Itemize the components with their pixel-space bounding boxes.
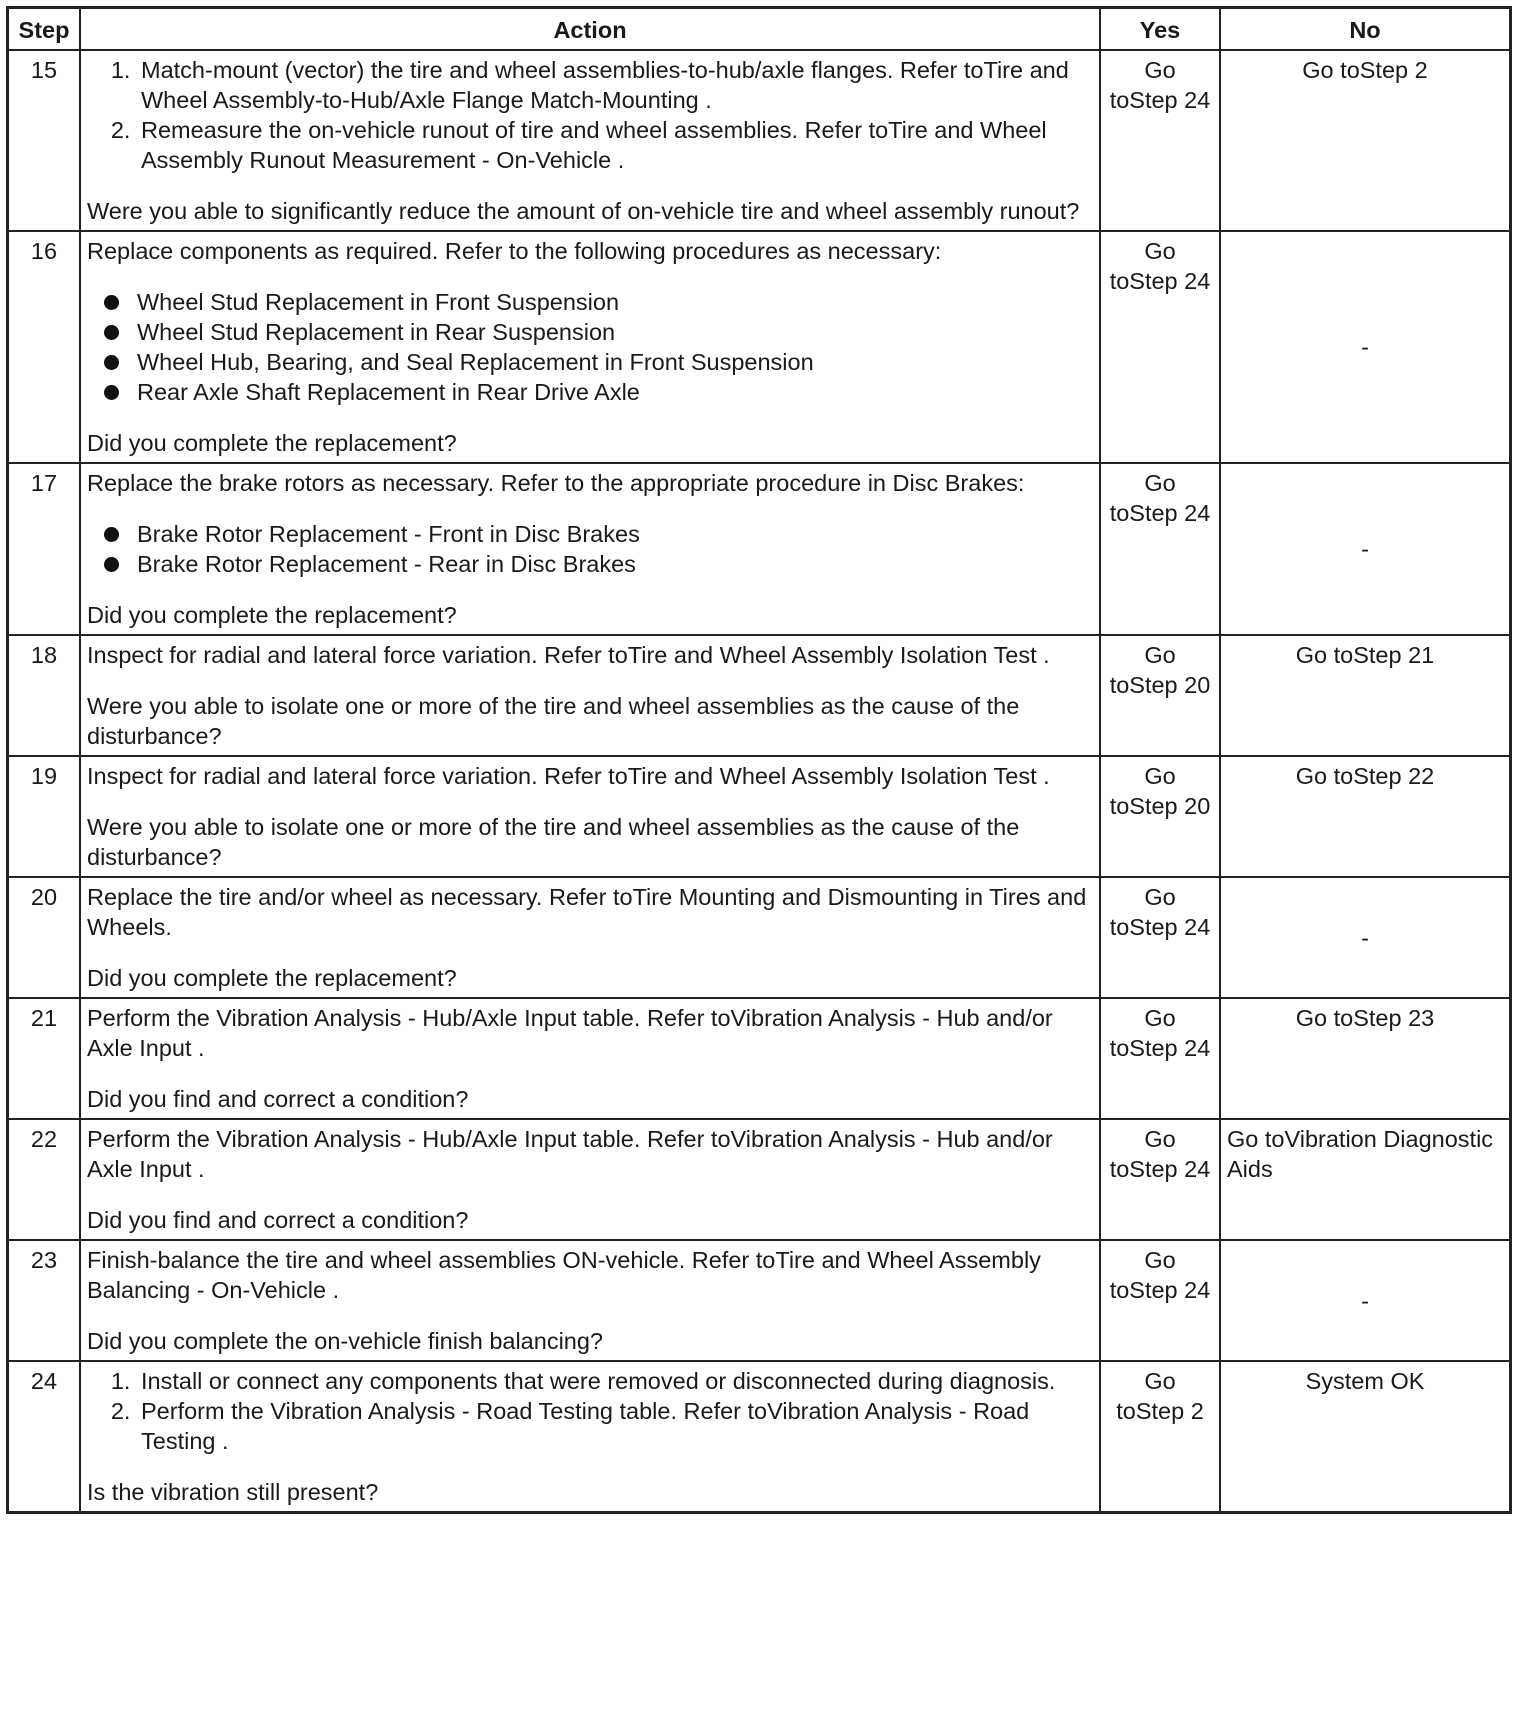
- header-step: Step: [8, 8, 81, 51]
- yes-cell: [1100, 1119, 1220, 1240]
- action-cell: [80, 1119, 1100, 1240]
- action-cell: [80, 231, 1100, 463]
- action-question: Did you complete the on-vehicle finish balancing?: [87, 1328, 604, 1354]
- list-item: 2. Perform the Vibration Analysis - Road Testing table. Refer toVibration Analysis - Road Testing .: [137, 1396, 1093, 1456]
- action-question: Did you find and correct a condition?: [87, 1086, 469, 1112]
- action-intro: Finish-balance the tire and wheel assemblies ON-vehicle. Refer toTire and Wheel Assembly Balancing - On-Vehicle .: [87, 1247, 1041, 1303]
- table-header-row: [8, 8, 1511, 51]
- no-cell: -: [1220, 877, 1511, 998]
- yes-link-step: toStep 20: [1109, 672, 1211, 698]
- yes-link-step: toStep 24: [1109, 914, 1211, 940]
- yes-cell: [1100, 50, 1220, 231]
- action-intro: Inspect for radial and lateral force variation. Refer toTire and Wheel Assembly Isolation Test .: [87, 642, 1050, 668]
- yes-link-step: toStep 20: [1109, 793, 1211, 819]
- action-intro: Replace the brake rotors as necessary. Refer to the appropriate procedure in Disc Brakes:: [87, 470, 1025, 496]
- diagnostic-table-page: [6, 6, 1512, 1514]
- table-row: [8, 635, 1511, 756]
- step-number: 15: [8, 50, 81, 231]
- step-number: 17: [8, 463, 81, 635]
- header-yes: Yes: [1100, 8, 1220, 51]
- action-question: Did you complete the replacement?: [87, 430, 457, 456]
- table-row: [8, 1119, 1511, 1240]
- yes-link-go: Go: [1144, 642, 1176, 668]
- no-cell: -: [1220, 231, 1511, 463]
- no-cell: -: [1220, 463, 1511, 635]
- action-question: Is the vibration still present?: [87, 1479, 379, 1505]
- yes-cell: [1100, 998, 1220, 1119]
- yes-link-step: toStep 24: [1109, 1035, 1211, 1061]
- action-question: Did you complete the replacement?: [87, 965, 457, 991]
- action-cell: [80, 50, 1100, 231]
- yes-link-go: Go: [1144, 884, 1176, 910]
- yes-link-go: Go: [1144, 470, 1176, 496]
- yes-cell: [1100, 756, 1220, 877]
- step-number: 16: [8, 231, 81, 463]
- no-cell: Go toStep 23: [1220, 998, 1511, 1119]
- no-cell: System OK: [1220, 1361, 1511, 1513]
- no-cell: Go toStep 22: [1220, 756, 1511, 877]
- list-item: Wheel Stud Replacement in Front Suspension: [137, 287, 1093, 317]
- action-bullet-list: [87, 519, 1093, 579]
- yes-cell: [1100, 231, 1220, 463]
- no-cell: Go toStep 2: [1220, 50, 1511, 231]
- action-cell: [80, 635, 1100, 756]
- yes-cell: [1100, 1240, 1220, 1361]
- table-row: [8, 1240, 1511, 1361]
- step-number: 22: [8, 1119, 81, 1240]
- action-numbered-list: [87, 55, 1093, 175]
- list-item: Wheel Stud Replacement in Rear Suspension: [137, 317, 1093, 347]
- action-cell: [80, 998, 1100, 1119]
- step-number: 21: [8, 998, 81, 1119]
- yes-link-step: toStep 24: [1109, 268, 1211, 294]
- yes-cell: [1100, 1361, 1220, 1513]
- yes-link-go: Go: [1144, 238, 1176, 264]
- yes-link-step: toStep 24: [1109, 87, 1211, 113]
- action-cell: [80, 756, 1100, 877]
- table-row: [8, 1361, 1511, 1513]
- action-cell: [80, 1240, 1100, 1361]
- yes-cell: [1100, 877, 1220, 998]
- table-row: [8, 998, 1511, 1119]
- action-intro: Replace components as required. Refer to the following procedures as necessary:: [87, 238, 942, 264]
- yes-link-step: toStep 24: [1109, 1156, 1211, 1182]
- no-cell: -: [1220, 1240, 1511, 1361]
- step-number: 23: [8, 1240, 81, 1361]
- action-cell: [80, 1361, 1100, 1513]
- table-row: [8, 231, 1511, 463]
- action-intro: Perform the Vibration Analysis - Hub/Axle Input table. Refer toVibration Analysis - Hub and/or Axle Input .: [87, 1126, 1053, 1182]
- yes-link-go: Go: [1144, 1368, 1176, 1394]
- action-question: Were you able to isolate one or more of the tire and wheel assemblies as the cause of the disturbance?: [87, 693, 1020, 749]
- list-item: Rear Axle Shaft Replacement in Rear Drive Axle: [137, 377, 1093, 407]
- no-cell: Go toStep 21: [1220, 635, 1511, 756]
- action-question: Were you able to isolate one or more of the tire and wheel assemblies as the cause of the disturbance?: [87, 814, 1020, 870]
- list-item: Wheel Hub, Bearing, and Seal Replacement in Front Suspension: [137, 347, 1093, 377]
- table-row: [8, 756, 1511, 877]
- action-intro: Inspect for radial and lateral force variation. Refer toTire and Wheel Assembly Isolation Test .: [87, 763, 1050, 789]
- step-number: 18: [8, 635, 81, 756]
- step-number: 19: [8, 756, 81, 877]
- list-item: 2. Remeasure the on-vehicle runout of tire and wheel assemblies. Refer toTire and Wheel Assembly Runout Measurement - On-Vehicle .: [137, 115, 1093, 175]
- action-intro: Perform the Vibration Analysis - Hub/Axle Input table. Refer toVibration Analysis - Hub and/or Axle Input .: [87, 1005, 1053, 1061]
- yes-link-go: Go: [1144, 763, 1176, 789]
- action-bullet-list: [87, 287, 1093, 407]
- action-question: Did you find and correct a condition?: [87, 1207, 469, 1233]
- yes-cell: [1100, 463, 1220, 635]
- no-cell: Go toVibration Diagnostic Aids: [1220, 1119, 1511, 1240]
- yes-link-step: toStep 24: [1109, 500, 1211, 526]
- action-intro: Replace the tire and/or wheel as necessary. Refer toTire Mounting and Dismounting in Tires and Wheels.: [87, 884, 1087, 940]
- yes-link-go: Go: [1144, 1247, 1176, 1273]
- table-row: [8, 877, 1511, 998]
- header-no: No: [1220, 8, 1511, 51]
- header-action: Action: [80, 8, 1100, 51]
- step-number: 24: [8, 1361, 81, 1513]
- list-item: 1. Match-mount (vector) the tire and wheel assemblies-to-hub/axle flanges. Refer toTire and Wheel Assembly-to-Hub/Axle Flange Match-Mounting .: [137, 55, 1093, 115]
- yes-link-go: Go: [1144, 1126, 1176, 1152]
- action-numbered-list: [87, 1366, 1093, 1456]
- action-cell: [80, 463, 1100, 635]
- yes-link-go: Go: [1144, 57, 1176, 83]
- action-question: Did you complete the replacement?: [87, 602, 457, 628]
- action-question: Were you able to significantly reduce the amount of on-vehicle tire and wheel assembly runout?: [87, 198, 1080, 224]
- list-item: Brake Rotor Replacement - Front in Disc Brakes: [137, 519, 1093, 549]
- list-item: Brake Rotor Replacement - Rear in Disc Brakes: [137, 549, 1093, 579]
- yes-link-step: toStep 2: [1116, 1398, 1204, 1424]
- list-item: 1. Install or connect any components that were removed or disconnected during diagnosis.: [137, 1366, 1093, 1396]
- yes-link-go: Go: [1144, 1005, 1176, 1031]
- table-row: [8, 463, 1511, 635]
- yes-link-step: toStep 24: [1109, 1277, 1211, 1303]
- table-row: [8, 50, 1511, 231]
- diagnostic-table: [6, 6, 1512, 1514]
- yes-cell: [1100, 635, 1220, 756]
- step-number: 20: [8, 877, 81, 998]
- action-cell: [80, 877, 1100, 998]
